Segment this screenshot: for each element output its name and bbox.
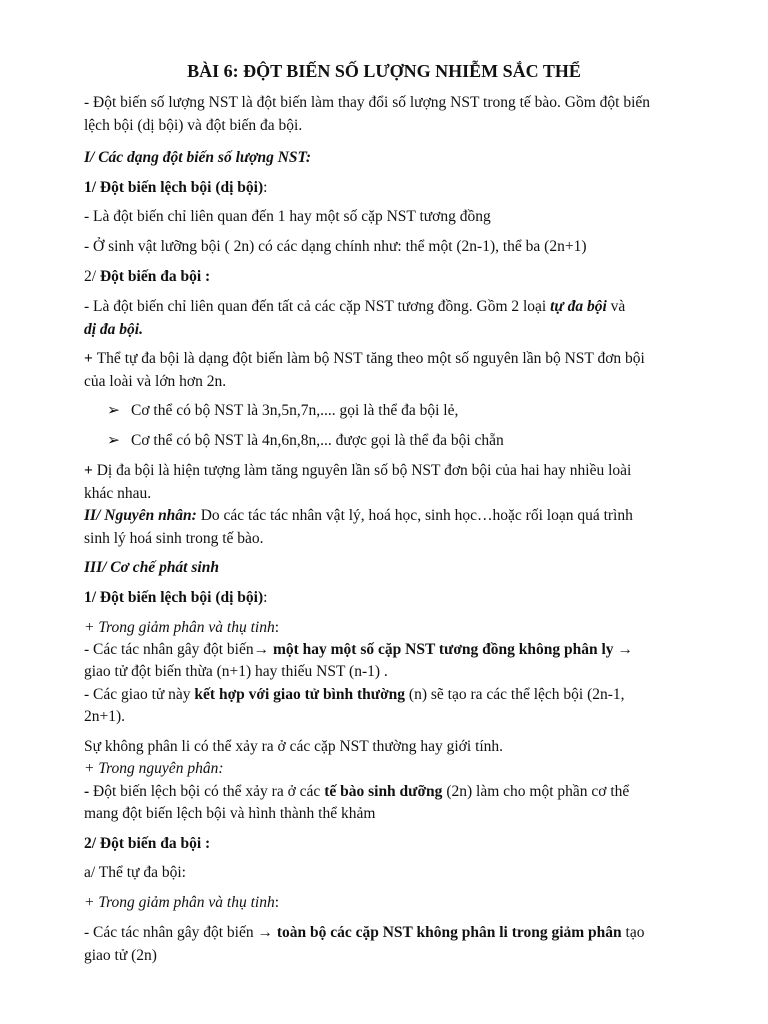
para-text: - Các tác nhân gây đột biến [84, 924, 258, 941]
subsection-3-1-sub-2: + Trong nguyên phân: [84, 760, 224, 777]
subsection-1-1-para-2: - Ở sinh vật lưỡng bội ( 2n) có các dạng chính như: thể một (2n-1), thể ba (2n+1) [84, 238, 587, 255]
subsection-3-2-sub [84, 892, 279, 914]
subsection-3-1-para-1-line-2: giao tử đột biến thừa (n+1) hay thiếu NST (n-1) . [84, 663, 388, 680]
intro-line-1: - Đột biến số lượng NST là đột biến làm thay đổi số lượng NST trong tế bào. Gồm đột biến [84, 94, 651, 111]
emphasis-text: toàn bộ các cặp NST không phân li trong giảm phân [272, 924, 622, 941]
subsection-3-1-para-4-line-1 [84, 781, 629, 803]
bullet-item-1: Cơ thể có bộ NST là 3n,5n,7n,.... gọi là thể đa bội lẻ, [131, 402, 459, 419]
term-di-da-boi: dị đa bội. [84, 321, 143, 338]
plus-marker: + [84, 462, 97, 479]
emphasis-text: kết hợp với giao tử bình thường [194, 686, 406, 703]
para-text: - Các tác nhân gây đột biến [84, 641, 254, 658]
subsection-3-1-heading [84, 587, 267, 609]
right-arrow-icon: → [253, 641, 270, 658]
document-title: BÀI 6: ĐỘT BIẾN SỐ LƯỢNG NHIỄM SẮC THỂ [187, 61, 581, 81]
subsection-3-2-heading: 2/ Đột biến đa bội : [84, 835, 211, 852]
sub-heading-text: + Trong giảm phân và thụ tinh [84, 894, 275, 911]
subsection-3-2-a: a/ Thể tự đa bội: [84, 864, 186, 881]
subsection-1-1-para-1: - Là đột biến chỉ liên quan đến 1 hay một số cặp NST tương đồng [84, 208, 491, 225]
sub-heading-colon: : [274, 894, 280, 911]
subsection-1-2-para-3-line-1 [84, 460, 631, 482]
section-2-heading: II/ Nguyên nhân: [84, 507, 197, 524]
subsection-3-1-para-1-line-1 [84, 639, 633, 661]
subsection-1-2-heading [84, 266, 210, 288]
plus-marker: + [84, 350, 97, 367]
para-text: Đột biến lệch bội có thể xảy ra ở các [89, 783, 325, 800]
para-text: Thể tự đa bội là dạng đột biến làm bộ NST tăng theo một số nguyên lần bộ NST đơn bội [96, 350, 645, 367]
para-text: - Là đột biến chỉ liên quan đến tất cả các cặp NST tương đồng. Gồm 2 loại [84, 298, 551, 315]
para-text: Dị đa bội là hiện tượng làm tăng nguyên lần số bộ NST đơn bội của hai hay nhiều loài [96, 462, 632, 479]
right-arrow-icon: → [257, 924, 273, 941]
subsection-1-2-para-2-line-2: của loài và lớn hơn 2n. [84, 373, 227, 390]
section-1-heading: I/ Các dạng đột biến số lượng NST: [84, 149, 312, 166]
emphasis-text: một hay một số cặp NST tương đồng không phân ly [269, 641, 614, 658]
sub-heading-text: + Trong giảm phân và thụ tinh [84, 619, 275, 636]
intro-line-2: lệch bội (dị bội) và đột biến đa bội. [84, 117, 303, 134]
para-text: tạo [621, 924, 645, 941]
para-text: (n) sẽ tạo ra các thể lệch bội (2n-1, [405, 686, 625, 703]
subsection-3-1-para-4-line-2: mang đột biến lệch bội và hình thành thể khảm [84, 805, 376, 822]
subsection-1-1-colon: : [263, 179, 268, 196]
para-text: và [606, 298, 626, 315]
section-2-line-1 [84, 505, 633, 527]
section-2-line-2: sinh lý hoá sinh trong tế bào. [84, 530, 264, 547]
para-text: Do các tác tác nhân vật lý, hoá học, sinh học…hoặc rối loạn quá trình [196, 507, 633, 524]
para-text: (2n) làm cho một phần cơ thể [442, 783, 630, 800]
term-tu-da-boi: tự đa bội [550, 298, 607, 315]
subsection-3-1-title: 1/ Đột biến lệch bội (dị bội) [84, 589, 264, 606]
subsection-1-1-title: 1/ Đột biến lệch bội (dị bội) [84, 179, 264, 196]
emphasis-text: tế bào sinh dưỡng [324, 783, 443, 800]
subsection-1-2-para-2-line-1 [84, 348, 645, 370]
section-3-heading: III/ Cơ chế phát sinh [84, 559, 219, 576]
subsection-3-1-sub-1 [84, 617, 279, 639]
sub-heading-colon: : [274, 619, 280, 636]
subsection-3-2-para-1-line-1 [84, 922, 644, 944]
arrow-bullet-icon: ➢ [107, 402, 120, 419]
subsection-1-2-title: Đột biến đa bội : [99, 268, 211, 285]
para-text: - Các giao tử này [84, 686, 195, 703]
subsection-1-2-prefix: 2/ [84, 268, 100, 285]
bullet-item-2: Cơ thể có bộ NST là 4n,6n,8n,... được gọi là thể đa bội chẵn [131, 432, 504, 449]
subsection-3-2-para-1-line-2: giao tử (2n) [84, 947, 157, 964]
subsection-3-1-colon: : [263, 589, 268, 606]
subsection-1-2-para-3-line-2: khác nhau. [84, 485, 152, 502]
subsection-3-1-para-2-line-1 [84, 684, 625, 706]
subsection-3-1-para-2-line-2: 2n+1). [84, 708, 126, 725]
arrow-bullet-icon: ➢ [107, 432, 120, 449]
right-arrow-icon: → [613, 641, 633, 658]
subsection-1-2-para-1-line-1 [84, 296, 625, 318]
subsection-1-1-heading [84, 177, 267, 199]
subsection-3-1-para-3: Sự không phân li có thể xảy ra ở các cặp NST thường hay giới tính. [84, 738, 504, 755]
dash-marker: - [84, 783, 90, 800]
